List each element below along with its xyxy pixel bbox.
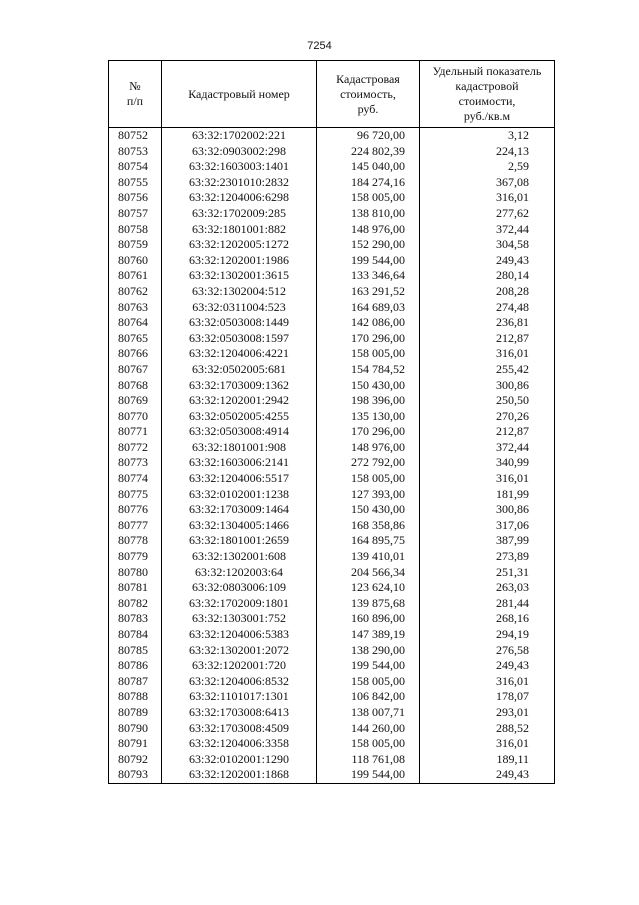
cadastral-number: 63:32:1703008:4509 [162, 721, 317, 737]
cadastral-number: 63:32:1202001:2942 [162, 393, 317, 409]
cadastral-number: 63:32:0803006:109 [162, 580, 317, 596]
cadastral-number: 63:32:1302001:2072 [162, 643, 317, 659]
cadastral-number: 63:32:1202001:1986 [162, 253, 317, 269]
cadastral-cost: 145 040,00 [317, 159, 420, 175]
cadastral-cost: 158 005,00 [317, 471, 420, 487]
cadastral-number: 63:32:1204006:3358 [162, 736, 317, 752]
table-row [109, 596, 555, 612]
table-row [109, 300, 555, 316]
specific-indicator: 372,44 [420, 440, 555, 456]
cadastral-cost: 164 689,03 [317, 300, 420, 316]
cadastral-cost: 160 896,00 [317, 611, 420, 627]
cadastral-cost: 147 389,19 [317, 627, 420, 643]
cadastral-cost: 138 810,00 [317, 206, 420, 222]
row-number: 80780 [109, 565, 162, 581]
row-number: 80758 [109, 222, 162, 238]
cadastral-number: 63:32:1204006:5517 [162, 471, 317, 487]
cadastral-number: 63:32:1702009:285 [162, 206, 317, 222]
specific-indicator: 294,19 [420, 627, 555, 643]
page-number: 7254 [307, 40, 332, 52]
row-number: 80775 [109, 487, 162, 503]
specific-indicator: 304,58 [420, 237, 555, 253]
row-number: 80774 [109, 471, 162, 487]
header-cadastral-number: Кадастровый номер [162, 61, 317, 128]
specific-indicator: 2,59 [420, 159, 555, 175]
table-row [109, 721, 555, 737]
cadastral-cost: 198 396,00 [317, 393, 420, 409]
table-row [109, 658, 555, 674]
cadastral-number: 63:32:1703009:1362 [162, 378, 317, 394]
row-number: 80757 [109, 206, 162, 222]
cadastral-number: 63:32:1302001:608 [162, 549, 317, 565]
cadastral-cost: 199 544,00 [317, 767, 420, 783]
cadastral-number: 63:32:1204006:5383 [162, 627, 317, 643]
table-row [109, 190, 555, 206]
cadastral-cost: 154 784,52 [317, 362, 420, 378]
cadastral-cost: 118 761,08 [317, 752, 420, 768]
row-number: 80753 [109, 144, 162, 160]
cadastral-number: 63:32:1302001:3615 [162, 268, 317, 284]
cadastral-cost: 224 802,39 [317, 144, 420, 160]
table-row [109, 549, 555, 565]
cadastral-cost: 152 290,00 [317, 237, 420, 253]
row-number: 80793 [109, 767, 162, 783]
specific-indicator: 300,86 [420, 378, 555, 394]
cadastral-number: 63:32:0311004:523 [162, 300, 317, 316]
specific-indicator: 3,12 [420, 128, 555, 144]
table-row [109, 705, 555, 721]
table-row [109, 487, 555, 503]
specific-indicator: 288,52 [420, 721, 555, 737]
table-row [109, 471, 555, 487]
cadastral-number: 63:32:1303001:752 [162, 611, 317, 627]
specific-indicator: 268,16 [420, 611, 555, 627]
specific-indicator: 280,14 [420, 268, 555, 284]
table-row [109, 502, 555, 518]
row-number: 80761 [109, 268, 162, 284]
cadastral-number: 63:32:1703009:1464 [162, 502, 317, 518]
specific-indicator: 367,08 [420, 175, 555, 191]
cadastral-number: 63:32:1801001:908 [162, 440, 317, 456]
cadastral-number: 63:32:1603003:1401 [162, 159, 317, 175]
cadastral-number: 63:32:0903002:298 [162, 144, 317, 160]
cadastral-cost: 148 976,00 [317, 222, 420, 238]
specific-indicator: 224,13 [420, 144, 555, 160]
table-row [109, 378, 555, 394]
specific-indicator: 181,99 [420, 487, 555, 503]
row-number: 80792 [109, 752, 162, 768]
row-number: 80781 [109, 580, 162, 596]
cadastral-number: 63:32:1202001:1868 [162, 767, 317, 783]
cadastral-number: 63:32:1202001:720 [162, 658, 317, 674]
cadastral-table [108, 60, 555, 784]
cadastral-cost: 163 291,52 [317, 284, 420, 300]
cadastral-cost: 96 720,00 [317, 128, 420, 144]
cadastral-number: 63:32:1801001:882 [162, 222, 317, 238]
specific-indicator: 208,28 [420, 284, 555, 300]
row-number: 80765 [109, 331, 162, 347]
row-number: 80760 [109, 253, 162, 269]
header-specific-indicator: Удельный показатель кадастровой стоимости, руб./кв.м [420, 61, 555, 128]
table-body [109, 128, 555, 784]
cadastral-cost: 138 007,71 [317, 705, 420, 721]
cadastral-cost: 106 842,00 [317, 689, 420, 705]
specific-indicator: 263,03 [420, 580, 555, 596]
table-row [109, 580, 555, 596]
cadastral-number: 63:32:0102001:1290 [162, 752, 317, 768]
cadastral-cost: 148 976,00 [317, 440, 420, 456]
cadastral-cost: 168 358,86 [317, 518, 420, 534]
cadastral-number: 63:32:2301010:2832 [162, 175, 317, 191]
table-row [109, 175, 555, 191]
row-number: 80785 [109, 643, 162, 659]
row-number: 80769 [109, 393, 162, 409]
specific-indicator: 387,99 [420, 533, 555, 549]
specific-indicator: 316,01 [420, 674, 555, 690]
specific-indicator: 276,58 [420, 643, 555, 659]
cadastral-number: 63:32:1204006:8532 [162, 674, 317, 690]
cadastral-cost: 135 130,00 [317, 409, 420, 425]
row-number: 80755 [109, 175, 162, 191]
row-number: 80764 [109, 315, 162, 331]
table-row [109, 128, 555, 144]
specific-indicator: 189,11 [420, 752, 555, 768]
table-row [109, 346, 555, 362]
cadastral-number: 63:32:1801001:2659 [162, 533, 317, 549]
table-row [109, 752, 555, 768]
specific-indicator: 340,99 [420, 455, 555, 471]
row-number: 80777 [109, 518, 162, 534]
specific-indicator: 277,62 [420, 206, 555, 222]
cadastral-number: 63:32:1302004:512 [162, 284, 317, 300]
specific-indicator: 281,44 [420, 596, 555, 612]
specific-indicator: 273,89 [420, 549, 555, 565]
cadastral-cost: 158 005,00 [317, 674, 420, 690]
cadastral-cost: 133 346,64 [317, 268, 420, 284]
table-row [109, 565, 555, 581]
specific-indicator: 300,86 [420, 502, 555, 518]
table-row [109, 424, 555, 440]
header-num: № п/п [109, 61, 162, 128]
table-row [109, 144, 555, 160]
cadastral-number: 63:32:1204006:6298 [162, 190, 317, 206]
cadastral-cost: 142 086,00 [317, 315, 420, 331]
specific-indicator: 316,01 [420, 190, 555, 206]
row-number: 80782 [109, 596, 162, 612]
cadastral-cost: 158 005,00 [317, 736, 420, 752]
row-number: 80788 [109, 689, 162, 705]
cadastral-number: 63:32:1204006:4221 [162, 346, 317, 362]
cadastral-cost: 170 296,00 [317, 424, 420, 440]
table-row [109, 455, 555, 471]
table-row [109, 767, 555, 783]
cadastral-number: 63:32:1702009:1801 [162, 596, 317, 612]
table-row [109, 206, 555, 222]
row-number: 80790 [109, 721, 162, 737]
cadastral-cost: 204 566,34 [317, 565, 420, 581]
row-number: 80756 [109, 190, 162, 206]
table-row [109, 533, 555, 549]
table-row [109, 736, 555, 752]
cadastral-number: 63:32:0503008:1449 [162, 315, 317, 331]
specific-indicator: 249,43 [420, 253, 555, 269]
row-number: 80759 [109, 237, 162, 253]
cadastral-number: 63:32:0503008:4914 [162, 424, 317, 440]
table-row [109, 689, 555, 705]
specific-indicator: 251,31 [420, 565, 555, 581]
cadastral-number: 63:32:0502005:681 [162, 362, 317, 378]
table-row [109, 284, 555, 300]
row-number: 80771 [109, 424, 162, 440]
row-number: 80772 [109, 440, 162, 456]
specific-indicator: 255,42 [420, 362, 555, 378]
table-row [109, 268, 555, 284]
cadastral-cost: 199 544,00 [317, 658, 420, 674]
cadastral-number: 63:32:1202003:64 [162, 565, 317, 581]
row-number: 80766 [109, 346, 162, 362]
table-row [109, 393, 555, 409]
table-row [109, 409, 555, 425]
table-row [109, 159, 555, 175]
row-number: 80768 [109, 378, 162, 394]
cadastral-cost: 184 274,16 [317, 175, 420, 191]
table-row [109, 627, 555, 643]
cadastral-number: 63:32:1202005:1272 [162, 237, 317, 253]
cadastral-cost: 144 260,00 [317, 721, 420, 737]
cadastral-number: 63:32:1603006:2141 [162, 455, 317, 471]
row-number: 80767 [109, 362, 162, 378]
header-cadastral-cost: Кадастровая стоимость, руб. [317, 61, 420, 128]
specific-indicator: 249,43 [420, 767, 555, 783]
cadastral-cost: 139 410,01 [317, 549, 420, 565]
table-row [109, 518, 555, 534]
row-number: 80763 [109, 300, 162, 316]
specific-indicator: 317,06 [420, 518, 555, 534]
cadastral-number: 63:32:1304005:1466 [162, 518, 317, 534]
table-row [109, 315, 555, 331]
cadastral-cost: 127 393,00 [317, 487, 420, 503]
row-number: 80779 [109, 549, 162, 565]
table-row [109, 440, 555, 456]
specific-indicator: 212,87 [420, 424, 555, 440]
cadastral-number: 63:32:1703008:6413 [162, 705, 317, 721]
row-number: 80770 [109, 409, 162, 425]
cadastral-number: 63:32:0502005:4255 [162, 409, 317, 425]
cadastral-number: 63:32:0102001:1238 [162, 487, 317, 503]
row-number: 80791 [109, 736, 162, 752]
row-number: 80787 [109, 674, 162, 690]
specific-indicator: 249,43 [420, 658, 555, 674]
table-row [109, 331, 555, 347]
row-number: 80762 [109, 284, 162, 300]
specific-indicator: 212,87 [420, 331, 555, 347]
row-number: 80776 [109, 502, 162, 518]
row-number: 80752 [109, 128, 162, 144]
cadastral-cost: 150 430,00 [317, 378, 420, 394]
cadastral-cost: 158 005,00 [317, 190, 420, 206]
cadastral-number: 63:32:1101017:1301 [162, 689, 317, 705]
cadastral-cost: 164 895,75 [317, 533, 420, 549]
specific-indicator: 178,07 [420, 689, 555, 705]
specific-indicator: 316,01 [420, 346, 555, 362]
cadastral-cost: 272 792,00 [317, 455, 420, 471]
table-row [109, 222, 555, 238]
row-number: 80754 [109, 159, 162, 175]
cadastral-cost: 150 430,00 [317, 502, 420, 518]
row-number: 80789 [109, 705, 162, 721]
specific-indicator: 372,44 [420, 222, 555, 238]
specific-indicator: 293,01 [420, 705, 555, 721]
row-number: 80786 [109, 658, 162, 674]
specific-indicator: 274,48 [420, 300, 555, 316]
row-number: 80773 [109, 455, 162, 471]
row-number: 80784 [109, 627, 162, 643]
cadastral-cost: 170 296,00 [317, 331, 420, 347]
row-number: 80778 [109, 533, 162, 549]
cadastral-cost: 158 005,00 [317, 346, 420, 362]
cadastral-cost: 138 290,00 [317, 643, 420, 659]
table-row [109, 674, 555, 690]
table-header [109, 61, 555, 128]
cadastral-cost: 123 624,10 [317, 580, 420, 596]
table-row [109, 362, 555, 378]
cadastral-cost: 139 875,68 [317, 596, 420, 612]
specific-indicator: 316,01 [420, 736, 555, 752]
specific-indicator: 270,26 [420, 409, 555, 425]
table-row [109, 643, 555, 659]
specific-indicator: 236,81 [420, 315, 555, 331]
cadastral-number: 63:32:0503008:1597 [162, 331, 317, 347]
specific-indicator: 316,01 [420, 471, 555, 487]
specific-indicator: 250,50 [420, 393, 555, 409]
row-number: 80783 [109, 611, 162, 627]
table-row [109, 237, 555, 253]
table-row [109, 611, 555, 627]
cadastral-cost: 199 544,00 [317, 253, 420, 269]
cadastral-number: 63:32:1702002:221 [162, 128, 317, 144]
table-row [109, 253, 555, 269]
